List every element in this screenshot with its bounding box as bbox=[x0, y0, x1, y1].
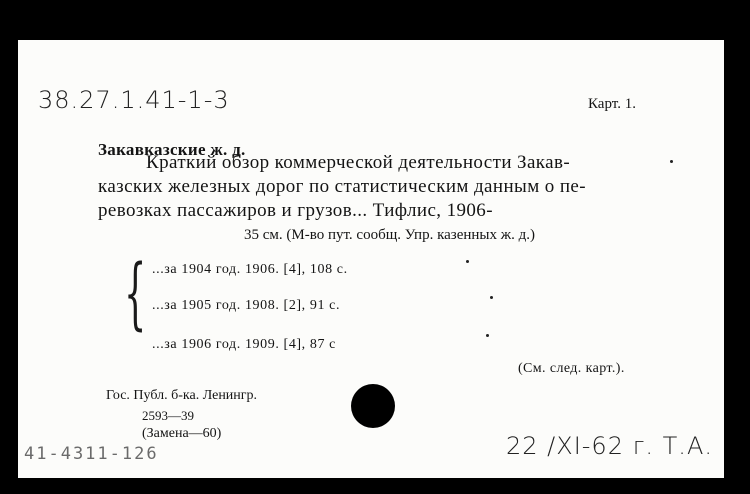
title-line-2: казских железных дорог по статистическим данным о пе- bbox=[98, 176, 586, 197]
issue-1906: ...за 1906 год. 1909. [4], 87 с bbox=[152, 337, 336, 352]
ink-speck bbox=[466, 260, 469, 263]
smudged-number: 41-4311-126 bbox=[24, 444, 159, 464]
accession-note: 22 /XI-62 г. Т.А. bbox=[506, 432, 713, 460]
replacement-note: (Замена—60) bbox=[142, 426, 222, 441]
issue-brace: { bbox=[124, 249, 147, 339]
ink-speck bbox=[490, 296, 493, 299]
title-line-1: Краткий обзор коммерческой деятельности Закав- bbox=[146, 152, 571, 173]
catalog-card bbox=[18, 40, 724, 478]
ink-speck bbox=[486, 334, 489, 337]
ink-speck bbox=[670, 160, 673, 163]
library-name: Гос. Публ. б-ка. Ленингр. bbox=[106, 388, 258, 403]
see-next-card: (См. след. карт.). bbox=[518, 361, 625, 376]
title-line-3: ревозках пассажиров и грузов... Тифлис, 1906- bbox=[98, 200, 493, 221]
issue-1905: ...за 1905 год. 1908. [2], 91 с. bbox=[152, 298, 341, 313]
heading: Закавказские ж. д. bbox=[98, 140, 246, 159]
card-number: Карт. 1. bbox=[588, 96, 636, 112]
issue-1904: ...за 1904 год. 1906. [4], 108 с. bbox=[152, 262, 348, 277]
punch-hole bbox=[351, 384, 395, 428]
shelfmark: 38.27.1.41-1-3 bbox=[38, 86, 230, 114]
imprint-line: 35 см. (М-во пут. сообщ. Упр. казенных ж. д.) bbox=[244, 227, 536, 243]
library-number: 2593—39 bbox=[142, 408, 194, 423]
